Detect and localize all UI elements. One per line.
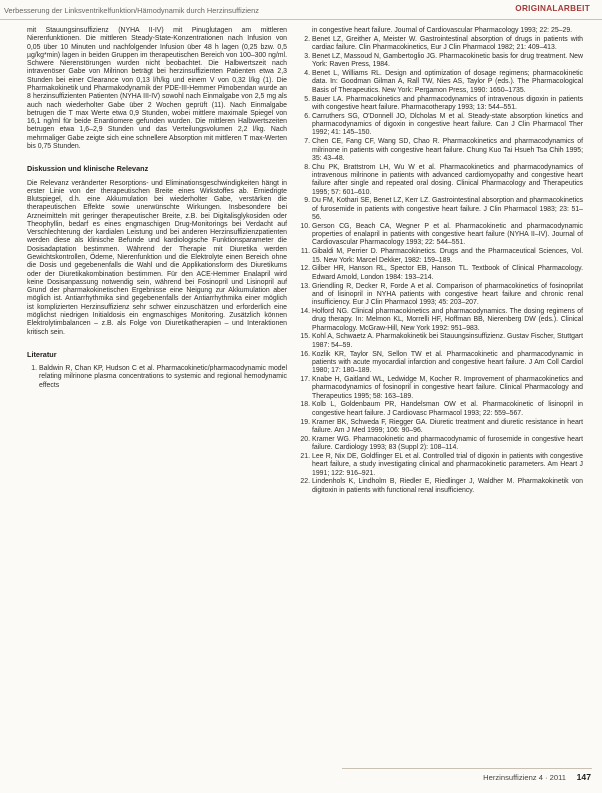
reference-text: Kramer BK, Schweda F, Riegger GA. Diuretic treatment and diuretic resistance in heart failure. Am J Med 1999; 106: 90–96. — [312, 418, 583, 434]
reference-item — [300, 453, 583, 478]
reference-item — [300, 223, 583, 248]
reference-list-left — [27, 365, 287, 390]
reference-number: 21. — [300, 452, 310, 460]
reference-item — [300, 138, 583, 163]
reference-number: 10. — [300, 222, 310, 230]
reference-text: Bauer LA. Pharmacokinetics and pharmacodynamics of intravenous digoxin in patients with congestive heart failure. Pharmacotherapy 1993; 13: 544–551. — [312, 95, 583, 111]
reference-number: 14. — [300, 308, 310, 315]
reference-text: Benet L, Williams RL. Design and optimization of dosage regimens; pharmacokinetic data. In: Goodman Gilman A, Rall TW, Nies AS, Taylor P (eds.). The Pharmacological Basis of Therapeutics. New York: Pergamon Press, 1990: 1650–1735. — [312, 70, 583, 94]
footer-journal-name: Herzinsuffizienz 4 · 2011 — [483, 773, 566, 782]
reference-text: Kramer WG. Pharmacokinetic and pharmacodynamic of furosemide in congestive heart failure. Cardiology 1993; 83 (Suppl 2): 108–114. — [312, 435, 583, 452]
reference-text: Lindenhols K, Lindholm B, Riedler E, Riedlinger J, Waldher M. Pharmakokinetik von digitoxin in patients with functional renal insufficiency. — [312, 478, 583, 494]
reference-number: 13. — [300, 282, 310, 290]
page-footer — [0, 764, 602, 793]
reference-text: Chen CE, Fang CF, Wang SD, Chao R. Pharmacokinetics and pharmacodynamics of milrinone in patients with congestive heart failure. Chung Kuo Tai Hsueh Tsa Chih 1995; 35: 43–48. — [312, 138, 583, 162]
reference-item — [300, 27, 583, 35]
reference-item — [27, 365, 287, 390]
reference-text: Gerson CG, Beach CA, Wegner P et al. Pharmacokinetic and pharmacodynamic properties of enalapril in patients with congestive heart failure (NYHA II–IV). Journal of Cardiovascular Pharmacology 1993; 22: 544–551. — [312, 222, 583, 247]
reference-number: 1. — [31, 365, 37, 373]
reference-item — [300, 419, 583, 436]
running-title: Verbesserung der Linksventrikelfunktion/Hämodynamik durch Herzinsuffizienz — [4, 6, 259, 15]
reference-item — [300, 113, 583, 138]
reference-item — [300, 376, 583, 401]
reference-item — [300, 436, 583, 453]
reference-text: in congestive heart failure. Journal of Cardiovascular Pharmacology 1993; 22: 25–29. — [312, 27, 573, 34]
reference-number: 6. — [304, 112, 310, 120]
reference-text: Carruthers SG, O'Donnell JO, Dlcholas M et al. Steady-state absorption kinetics and pharmacodynamics of digoxin in congestive heart failure. Can J Clin Pharmacol Ther 1992; 41: 145–150. — [312, 112, 583, 137]
reference-number: 17. — [300, 376, 310, 384]
reference-item — [300, 265, 583, 282]
section-label: ORIGINALARBEIT — [515, 4, 590, 13]
reference-item — [300, 248, 583, 265]
right-column — [300, 27, 583, 496]
reference-text: Benet LZ, Greither A, Meister W. Gastrointestinal absorption of drugs in patients with cardiac failure. Clin Pharmacokinetics, Eur J Clin Pharmacol 1982; 21: 409–413. — [312, 35, 583, 52]
reference-number: 20. — [300, 435, 310, 443]
reference-number: 12. — [300, 265, 310, 273]
reference-number: 7. — [304, 138, 310, 146]
body-paragraph: mit Stauungsinsuffizienz (NYHA II-IV) mit Pinuglutagen am mittleren Nierenfunktionen. Die mittleren Steady-State-Konzentrationen nach Infusion von 0,05 über 10 Minuten und nachfolgender Infusion über 48 h lagen (0,25 bzw. 0,5 µg/kg*min) lagen in beiden Gruppen im therapeutischen Bereich von 100–300 ng/ml. Schwere Nierenstörungen wurden nicht beobachtet. Die Halbwertszeit nach intravenöser Gabe von Milrinon beträgt bei herzinsuffizienten Patienten etwa 2,3 Stunden bei einer Clearance von 0,13 l/h/kg und einem V von 0,32 l/kg (1). Die Pharmakokinetik und Pharmakodynamik der PDE-III-Hemmer Pimobendan wurde an 8 herzinsuffizienten Patienten (NYHA III-IV) sowohl nach Einmalgabe von 2,5 mg als auch nach wiederholter Gabe über 2 Wochen geprüft (11). Nach Einmalgabe betrugen die T max Werte etwa 0,9 Stunden, wobei mittlere maximale Spiegel von 16,1 ng/ml für beide Enantiomere gefunden wurden. Die mittleren Halbwertszeiten betrugen etwa 1,6–2,9 Stunden und das Verteilungsvolumen 2,2 l/kg. Nach mehrmaliger Gabe zeigte sich eine schnellere Absorption mit mittleren T max-Werten bis 0,75 Stunden. — [27, 27, 287, 150]
body-paragraph: Die Relevanz veränderter Resorptions- und Eliminationsgeschwindigkeiten hängt in erster Linie von der therapeutischen Breite eines Wirkstoffes ab. Erniedrigte Blutspiegel, d.h. eine Akkumulation bei wiederholter Gabe, verstärken die therapeutischen Effekte sowie unerwünschte Wirkungen. Insbesondere bei Arzneimitteln mit geringer therapeutischer Breite, z.B. bei Digitalisglykosiden oder Theophyllin, bedarf es eines engmaschigen Drug-Monitorings bei Verdacht auf Verschlechterung der kardialen Leistung und bei anderen Herzinsuffizienzpatienten werden diese als klinische Befunde und kardiologische Funktionsparameter die Dosisadaptation bestimmen. Während der Therapie mit Diuretika werden Gewichtskontrollen, Ödeme, Nierenfunktion und die Elektrolyte einen Bereich ohne die Dosis und gegebenenfalls die Wahl und die Applikationsform des Diuretikums oder der Diuretikakombination bestimmen. Für den ACE-Hemmer Enalapril wird keine Dosisanpassung notwendig sein, während bei Fosinopril und Lisinopril auf Grund der pharmakokinetischen Ergebnisse eine Neigung zur Akkumulation aber möglich ist. Antiarrhythmika sind gegebenenfalls der Antiarrhythmika einer möglich ist komplizierten Herzinsuffizienz sehr schwer einzuschätzen und erforderlich eine möglichst niedrigen Initialdosis ein engmaschiges Monitoring. Zusätzlich können Elektrolytimbalancen – z.B. als Folge von Diuretikatherapien – und Interaktionen kritisch sein. — [27, 179, 287, 336]
reference-item — [300, 197, 583, 222]
reference-item — [300, 401, 583, 418]
footer-divider — [342, 768, 592, 769]
page-header — [0, 0, 602, 22]
reference-number: 22. — [300, 478, 310, 486]
reference-text: Baldwin R, Chan KP, Hudson C et al. Pharmacokinetic/pharmacodynamic model relating milrinone plasma concentrations to systemic and regional hemodynamic effects — [39, 365, 287, 389]
reference-number: 5. — [304, 95, 310, 103]
reference-text: Gilber HR, Hanson RL, Spector EB, Hanson TL. Textbook of Clinical Pharmacology. Edward Arnold, London 1984: 193–214. — [312, 265, 583, 281]
reference-number: 15. — [300, 333, 310, 341]
reference-text: Kozlik KR, Taylor SN, Sellon TW et al. Pharmacokinetic and pharmacodynamic in patients with acute myocardial infarction and congestive heart failure. J Am Coll Cardiol 1980; 17: 180–189. — [312, 350, 583, 375]
header-divider — [0, 19, 602, 20]
reference-item — [300, 351, 583, 376]
reference-number: 9. — [304, 197, 310, 205]
reference-item — [300, 70, 583, 95]
reference-text: Knabe H, Gaitland WL, Ledwidge M, Kocher R. Improvement of pharmacokinetics and pharmacodynamics of fosinopril in congestive heart failure. Clinical Pharmacology and Therapeutics 1995; 58: 163–189. — [312, 376, 583, 400]
reference-number: 16. — [300, 350, 310, 358]
reference-number: 19. — [300, 418, 310, 426]
reference-number: 11. — [300, 248, 310, 256]
reference-number: 8. — [304, 163, 310, 171]
reference-item — [300, 333, 583, 350]
reference-item — [300, 36, 583, 53]
reference-number: 2. — [304, 35, 310, 43]
reference-text: Kohl A, Schwaetz A. Pharmakokinetik bei Stauungsinsuffizienz. Gustav Fischer, Stuttgart 1987: 54–59. — [312, 333, 583, 349]
left-column — [27, 27, 287, 391]
reference-text: Benet LZ, Massoud N, Gambertoglio JG. Pharmacokinetic basis for drug treatment. New York: Raven Press, 1984. — [312, 53, 583, 69]
reference-number: 3. — [304, 53, 310, 61]
reference-item — [300, 283, 583, 308]
reference-item — [300, 53, 583, 70]
reference-text: Kolb L, Goldenbaum PR, Handelsman OW et al. Pharmacokinetic of lisinopril in congestive heart failure. J Cardiovasc Pharmacol 1993; 22: 559–567. — [312, 401, 583, 417]
reference-text: Griendling R, Decker R, Forde A et al. Comparison of pharmacokinetics of fosinoprilat and of lisinopril in NYHA patients with congestive heart failure and chronic renal insufficiency. Eur J Clin Pharmacol 1993; 45: 203–207. — [312, 282, 583, 307]
section-heading-literature: Literatur — [27, 349, 57, 359]
reference-text: Holford NG. Clinical pharmacokinetics and pharmacodynamics. The dosing regimens of drug therapy. In: Melmon KL, Morrelli HF, Hoffman BB, Nierenberg DW (eds.). Clinical Pharmacology. McGraw-Hill, New York 1992: 951–983. — [312, 308, 583, 332]
reference-text: Gibaldi M, Perrier D. Pharmacokinetics. Drugs and the Pharmaceutical Sciences, Vol. 15. New York: Marcel Dekker, 1982: 159–189. — [312, 248, 583, 264]
section-heading-discussion: Diskussion und klinische Relevanz — [27, 164, 149, 174]
reference-text: Lee R, Nix DE, Goldfinger EL et al. Controlled trial of digoxin in patients with congestive heart failure, a study investigating clinical and pharmacokinetic parameters. Am Heart J 1991; 122: 916–921. — [312, 452, 583, 477]
reference-text: Du FM, Kothari SE, Benet LZ, Kerr LZ. Gastrointestinal absorption and pharmacokinetics of furosemide in patients with congestive heart failure. J Clin Pharmacol 1983; 23: 51–56. — [312, 197, 583, 221]
reference-text: Chu PK, Brattstrom LH, Wu W et al. Pharmacokinetics and pharmacodynamics of intravenous milrinone in patients with advanced cardiomyopathy and congestive heart failure after single and repeated oral dosing. Clinical Pharmacology and Therapeutics 1995; 57: 601–610. — [312, 163, 583, 196]
reference-item — [300, 308, 583, 333]
page-number: 147 — [576, 772, 591, 782]
reference-number: 4. — [304, 70, 310, 78]
reference-item — [300, 164, 583, 197]
reference-item — [300, 478, 583, 495]
reference-list-right — [300, 27, 583, 495]
reference-number: 18. — [300, 401, 310, 409]
reference-item — [300, 96, 583, 113]
